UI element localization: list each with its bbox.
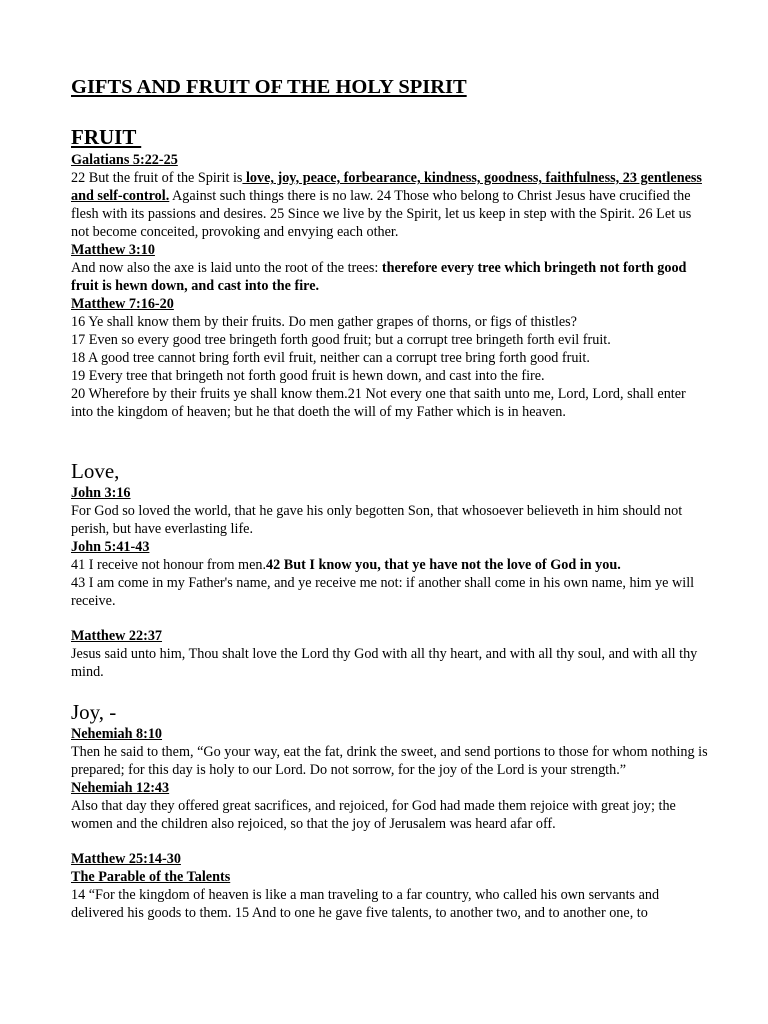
- galatians-5-23-rest: Against such things there is no law. 24 Those who belong to Christ Jesus have crucified the flesh with its passions and desires. 25 Since we live by the Spirit, let us keep in step with the Spirit. 26 Let us not become conceited, provoking and envying each other.: [71, 188, 692, 240]
- matthew-7-16-reference: Matthew 7:16-20: [71, 296, 174, 312]
- john-3-16-reference: John 3:16: [71, 485, 131, 501]
- matthew-7-19-verse: 19 Every tree that bringeth not forth good fruit is hewn down, and cast into the fire.: [71, 368, 545, 384]
- fruit-heading: FRUIT: [71, 125, 142, 149]
- nehemiah-12-43-passage: Also that day they offered great sacrifices, and rejoiced, for God had made them rejoice with great joy; the women and the children also rejoiced, so that the joy of Jerusalem was heard afar off.: [71, 798, 676, 832]
- galatians-5-22-intro: 22 But the fruit of the Spirit is: [71, 170, 243, 186]
- matthew-3-10-emphasis: therefore every tree which bringeth not forth good fruit is hewn down, and cast into the fire.: [71, 260, 687, 294]
- matthew-22-37-passage: Jesus said unto him, Thou shalt love the Lord thy God with all thy heart, and with all thy soul, and with all thy mind.: [71, 646, 698, 680]
- document-title: GIFTS AND FRUIT OF THE HOLY SPIRIT: [71, 76, 467, 98]
- fruit-list: love, joy, peace, forbearance, kindness, goodness, faithfulness, 23 gentleness and self-control.: [71, 170, 702, 204]
- love-section: [71, 458, 711, 681]
- matthew-7-17-verse: 17 Even so every good tree bringeth forth good fruit; but a corrupt tree bringeth forth evil fruit.: [71, 332, 611, 348]
- nehemiah-8-10-passage: Then he said to them, “Go your way, eat the fat, drink the sweet, and send portions to those for whom nothing is prepared; for this day is holy to our Lord. Do not sorrow, for the joy of the Lord is your strength.”: [71, 744, 708, 778]
- john-5-42-verse: 42 But I know you, that ye have not the love of God in you.: [266, 557, 621, 573]
- matthew-22-37-reference: Matthew 22:37: [71, 628, 163, 644]
- fruit-section: [71, 124, 711, 421]
- joy-heading: Joy, -: [71, 700, 117, 724]
- matthew-7-20-verse: 20 Wherefore by their fruits ye shall know them.21 Not every one that saith unto me, Lord, Lord, shall enter into the kingdom of heaven; but he that doeth the will of my Father which is in heaven.: [71, 386, 686, 420]
- spacer: [71, 833, 711, 850]
- galatians-5-22-passage: [71, 169, 711, 241]
- matthew-7-18-verse: 18 A good tree cannot bring forth evil fruit, neither can a corrupt tree bring forth good fruit.: [71, 350, 590, 366]
- matthew-7-16-verse: 16 Ye shall know them by their fruits. Do men gather grapes of thorns, or figs of thistles?: [71, 314, 577, 330]
- joy-section: [71, 699, 711, 922]
- matthew-25-14-reference: Matthew 25:14-30: [71, 851, 181, 867]
- parable-of-talents-subtitle: The Parable of the Talents: [71, 869, 231, 885]
- matthew-3-10-intro: And now also the axe is laid unto the root of the trees:: [71, 260, 382, 276]
- love-heading: Love,: [71, 459, 120, 483]
- john-5-41-passage: [71, 556, 711, 574]
- nehemiah-8-10-reference: Nehemiah 8:10: [71, 726, 163, 742]
- spacer: [71, 421, 711, 458]
- matthew-3-10-passage: [71, 259, 711, 295]
- john-3-16-passage: For God so loved the world, that he gave his only begotten Son, that whosoever believeth in him should not perish, but have everlasting life.: [71, 503, 683, 537]
- john-5-41-reference: John 5:41-43: [71, 539, 150, 555]
- spacer: [71, 681, 711, 699]
- galatians-5-22-reference: Galatians 5:22-25: [71, 152, 178, 168]
- john-5-41-verse: 41 I receive not honour from men.: [71, 557, 267, 573]
- nehemiah-12-43-reference: Nehemiah 12:43: [71, 780, 170, 796]
- spacer: [71, 610, 711, 627]
- document-body: [71, 124, 711, 922]
- john-5-43-verse: 43 I am come in my Father's name, and ye receive me not: if another shall come in his own name, him ye will receive.: [71, 575, 695, 609]
- matthew-3-10-reference: Matthew 3:10: [71, 242, 155, 258]
- matthew-25-14-passage: 14 “For the kingdom of heaven is like a man traveling to a far country, who called his own servants and delivered his goods to them. 15 And to one he gave five talents, to another two, and to another one, to: [71, 887, 660, 921]
